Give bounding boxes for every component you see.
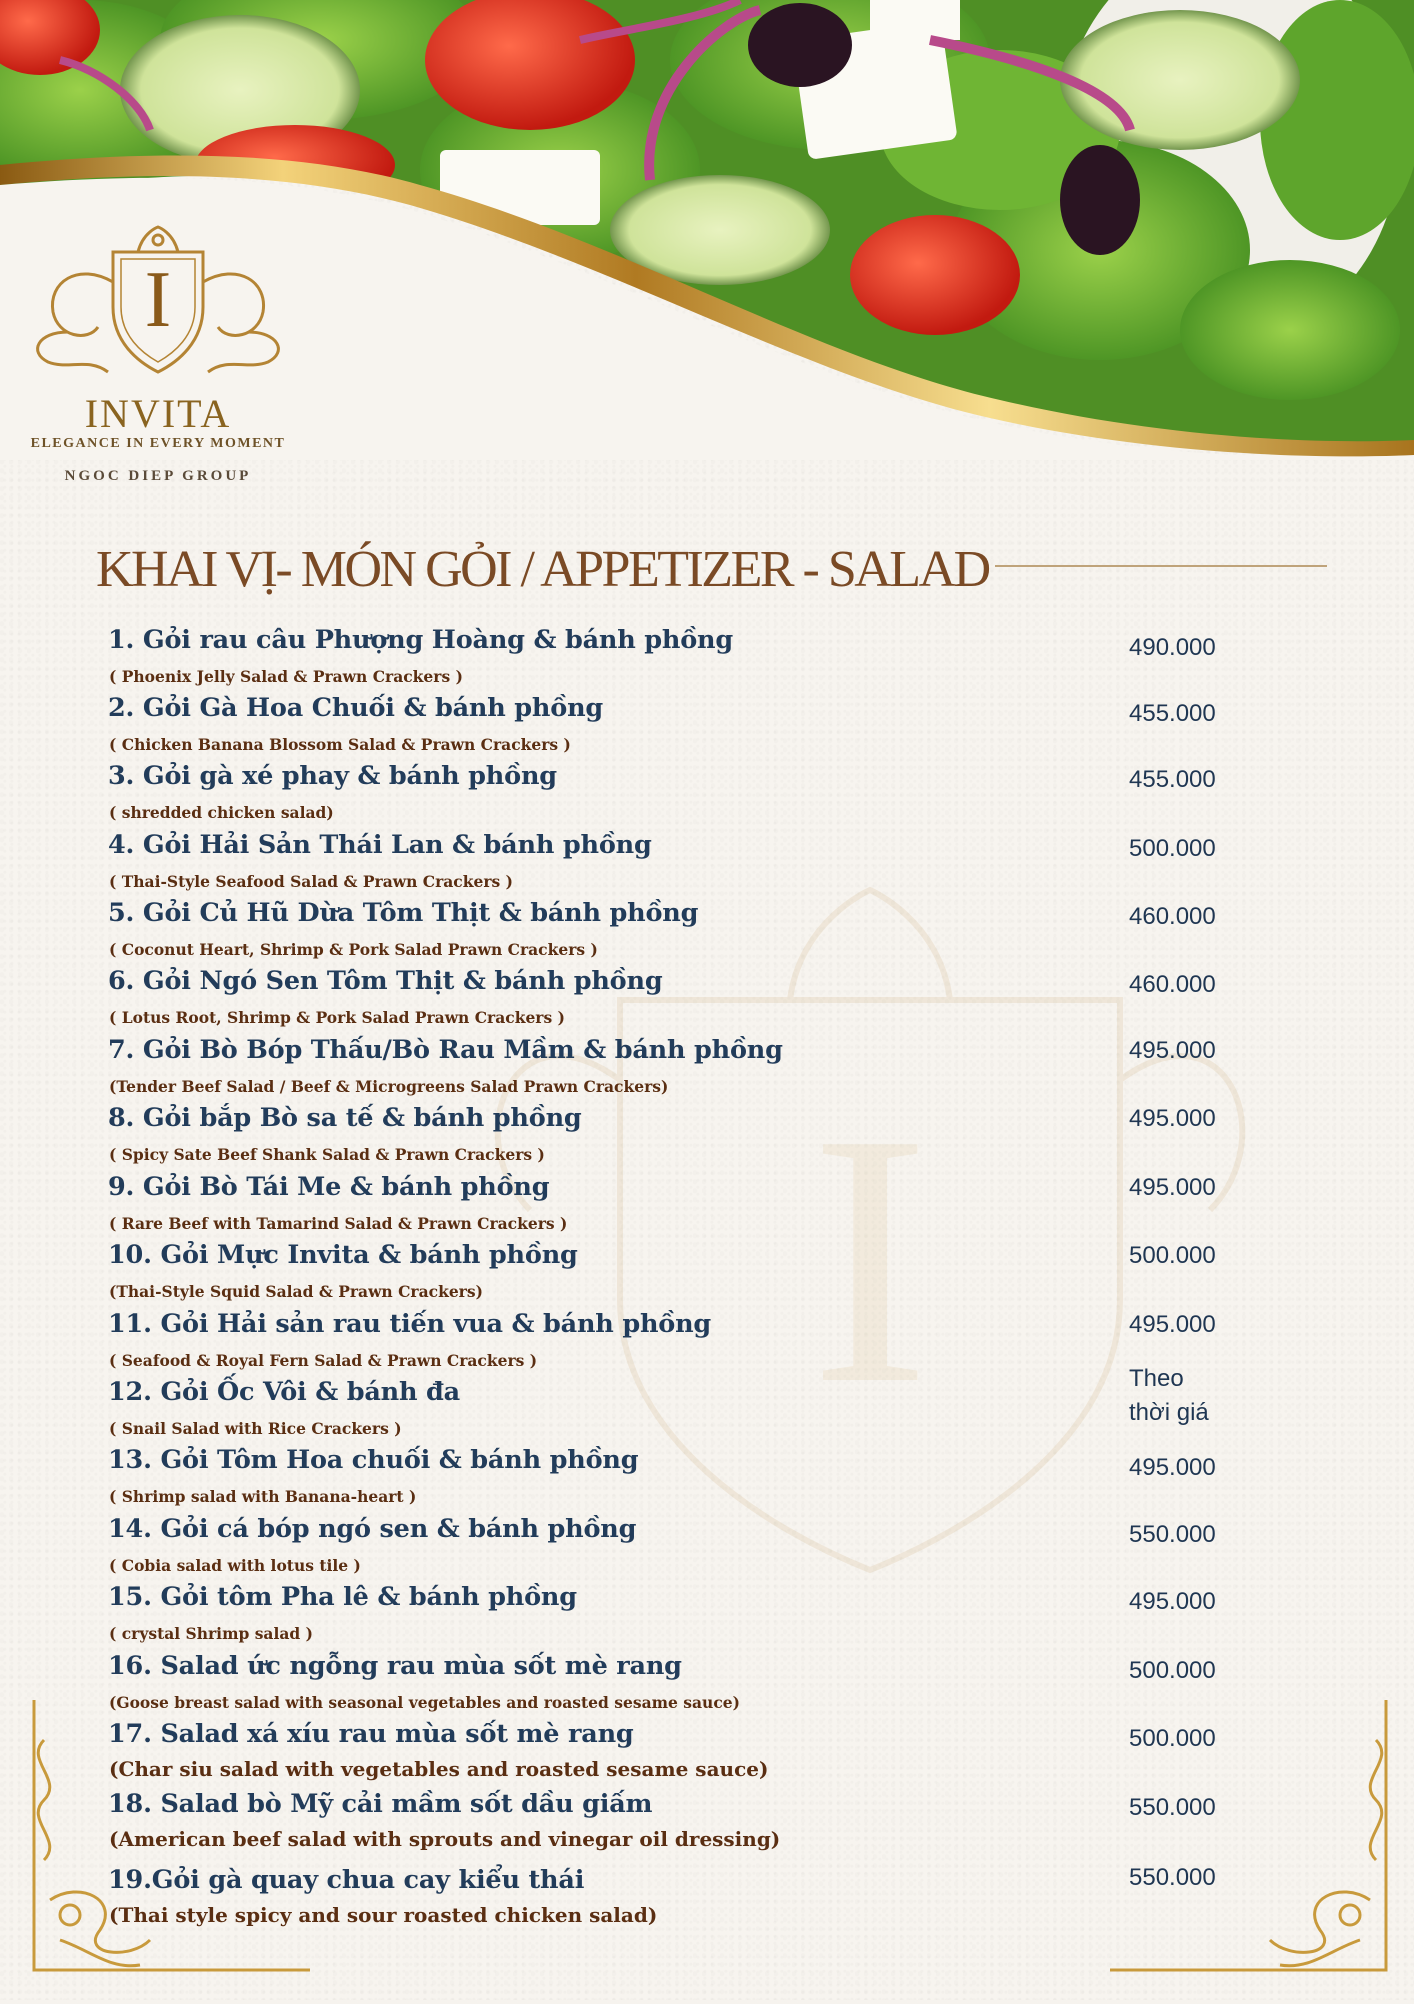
item-english-name: ( Snail Salad with Rice Crackers ) [109, 1419, 402, 1438]
brand-group: NGOC DIEP GROUP [64, 468, 252, 484]
item-price: 495.000 [1129, 1037, 1216, 1064]
item-price: 460.000 [1129, 971, 1216, 998]
item-english-name: ( crystal Shrimp salad ) [109, 1624, 313, 1643]
item-name: 7. Gỏi Bò Bóp Thấu/Bò Rau Mầm & bánh phồng [108, 1035, 783, 1065]
item-price: 495.000 [1129, 1105, 1216, 1132]
item-price: 455.000 [1129, 700, 1216, 727]
item-english-name: ( Seafood & Royal Fern Salad & Prawn Crackers ) [109, 1351, 538, 1370]
item-name: 8. Gỏi bắp Bò sa tế & bánh phồng [108, 1103, 582, 1133]
item-english-name: (Goose breast salad with seasonal vegetables and roasted sesame sauce) [109, 1693, 740, 1712]
item-price: 500.000 [1129, 1725, 1216, 1752]
item-name: 18. Salad bò Mỹ cải mầm sốt dầu giấm [108, 1789, 653, 1819]
item-name: 16. Salad ức ngỗng rau mùa sốt mè rang [108, 1651, 682, 1681]
item-name: 10. Gỏi Mực Invita & bánh phồng [108, 1240, 578, 1270]
item-price: 550.000 [1129, 1794, 1216, 1821]
item-price: 495.000 [1129, 1311, 1216, 1338]
item-price: 495.000 [1129, 1588, 1216, 1615]
item-price: Theo thời giá [1129, 1365, 1209, 1426]
brand-name: INVITA [84, 391, 232, 436]
item-name: 3. Gỏi gà xé phay & bánh phồng [108, 761, 557, 791]
item-english-name: ( Lotus Root, Shrimp & Pork Salad Prawn Crackers ) [109, 1008, 565, 1027]
title-divider [995, 565, 1327, 567]
item-english-name: (Tender Beef Salad / Beef & Microgreens Salad Prawn Crackers) [109, 1077, 669, 1096]
item-english-name: (Char siu salad with vegetables and roasted sesame sauce) [109, 1757, 769, 1781]
invita-logo [8, 222, 308, 492]
item-name: 17. Salad xá xíu rau mùa sốt mè rang [108, 1719, 634, 1749]
item-name: 12. Gỏi Ốc Vôi & bánh đa [108, 1377, 460, 1407]
item-price: 495.000 [1129, 1454, 1216, 1481]
item-english-name: ( Coconut Heart, Shrimp & Pork Salad Prawn Crackers ) [109, 940, 598, 959]
item-english-name: ( Cobia salad with lotus tile ) [109, 1556, 361, 1575]
item-english-name: (American beef salad with sprouts and vinegar oil dressing) [109, 1827, 781, 1851]
section-title: KHAI VỊ- MÓN GỎI / APPETIZER - SALAD [96, 541, 989, 598]
item-price: 460.000 [1129, 903, 1216, 930]
item-price: 550.000 [1129, 1864, 1216, 1891]
item-name: 2. Gỏi Gà Hoa Chuối & bánh phồng [108, 693, 604, 723]
item-name: 5. Gỏi Củ Hũ Dừa Tôm Thịt & bánh phồng [108, 898, 699, 928]
item-english-name: ( Spicy Sate Beef Shank Salad & Prawn Crackers ) [109, 1145, 545, 1164]
item-name: 11. Gỏi Hải sản rau tiến vua & bánh phồng [108, 1309, 712, 1339]
item-english-name: ( Rare Beef with Tamarind Salad & Prawn Crackers ) [109, 1214, 568, 1233]
item-english-name: ( Chicken Banana Blossom Salad & Prawn Crackers ) [109, 735, 571, 754]
item-name: 6. Gỏi Ngó Sen Tôm Thịt & bánh phồng [108, 966, 663, 996]
crest-monogram: I [144, 256, 172, 344]
brand-tagline: ELEGANCE IN EVERY MOMENT [30, 436, 286, 451]
item-name: 19.Gỏi gà quay chua cay kiểu thái [108, 1865, 585, 1895]
item-price: 500.000 [1129, 1657, 1216, 1684]
svg-text:I: I [810, 1059, 930, 1458]
item-price: 490.000 [1129, 634, 1216, 661]
item-name: 9. Gỏi Bò Tái Me & bánh phồng [108, 1172, 550, 1202]
item-english-name: ( Shrimp salad with Banana-heart ) [109, 1487, 417, 1506]
item-price: 550.000 [1129, 1521, 1216, 1548]
item-english-name: ( shredded chicken salad) [109, 803, 334, 822]
item-name: 15. Gỏi tôm Pha lê & bánh phồng [108, 1582, 577, 1612]
item-price: 500.000 [1129, 1242, 1216, 1269]
item-price: 455.000 [1129, 766, 1216, 793]
item-name: 14. Gỏi cá bóp ngó sen & bánh phồng [108, 1514, 637, 1544]
item-price: 495.000 [1129, 1174, 1216, 1201]
item-name: 1. Gỏi rau câu Phượng Hoàng & bánh phồng [108, 625, 734, 655]
item-english-name: ( Thai-Style Seafood Salad & Prawn Crackers ) [109, 872, 513, 891]
item-name: 4. Gỏi Hải Sản Thái Lan & bánh phồng [108, 830, 652, 860]
item-name: 13. Gỏi Tôm Hoa chuối & bánh phồng [108, 1445, 639, 1475]
item-price: 500.000 [1129, 835, 1216, 862]
item-english-name: (Thai style spicy and sour roasted chicken salad) [109, 1903, 658, 1927]
item-english-name: (Thai-Style Squid Salad & Prawn Crackers) [109, 1282, 483, 1301]
item-english-name: ( Phoenix Jelly Salad & Prawn Crackers ) [109, 667, 463, 686]
